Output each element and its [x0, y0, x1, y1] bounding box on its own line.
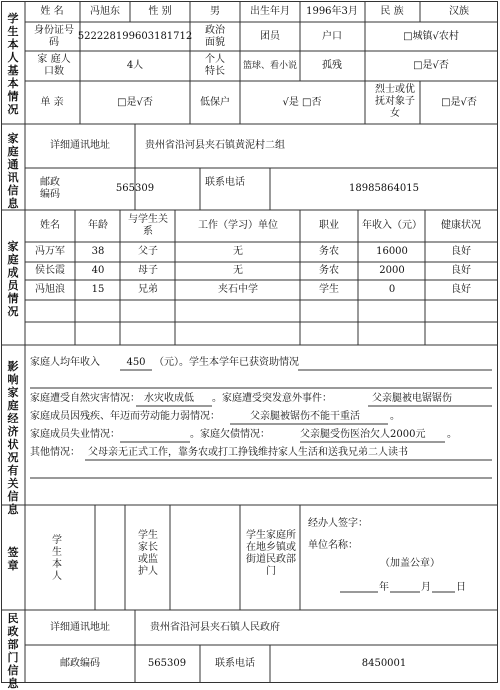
single-parent-value: □是√否	[117, 97, 153, 108]
member-row-1-age: 38	[91, 246, 105, 257]
sign-month-label: 月	[421, 582, 431, 593]
id-value: 522228199603181712	[77, 31, 193, 42]
sign-day-label: 日	[456, 582, 466, 593]
civil-phone-label: 联系电话	[215, 658, 255, 669]
contact-postcode-label: 邮政编码	[40, 177, 60, 200]
member-row-2-workplace: 无	[233, 265, 243, 276]
name-label: 姓 名	[40, 6, 64, 17]
politics-label: 政治面貌	[205, 25, 225, 48]
civil-postcode-label: 邮政编码	[60, 658, 100, 669]
birth-value: 1996年3月	[306, 6, 358, 17]
low-income-value: √是 □否	[282, 97, 322, 108]
member-row-3-workplace: 夹石中学	[218, 284, 258, 295]
contact-postcode-value: 565309	[115, 183, 155, 194]
economy-accident-value: 父亲腿被电锯锯伤	[372, 393, 452, 404]
member-header-age: 年龄	[88, 220, 108, 231]
section-basic-label: 学生本人基本情况	[7, 12, 19, 116]
id-label: 身份证号 码	[34, 25, 74, 48]
member-header-job: 职业	[319, 220, 339, 231]
section-economy-label: 影响家庭经济状况有关信息	[7, 360, 19, 516]
contact-address-label: 详细通讯地址	[50, 140, 110, 151]
hobby-label: 个人特长	[205, 54, 225, 77]
section-contact-label: 家庭通讯信息	[7, 132, 19, 210]
sign-year-label: 年	[379, 582, 389, 593]
member-row-3-age: 15	[91, 284, 105, 295]
economy-debt-end: 。	[447, 429, 457, 440]
politics-value: 团员	[260, 31, 280, 42]
contact-phone-label: 联系电话	[205, 177, 245, 188]
member-row-3-name: 冯旭浪	[35, 284, 65, 295]
low-income-label: 低保户	[200, 97, 230, 108]
section-members-label: 家庭成员情况	[7, 240, 19, 318]
economy-debt-value: 父亲腿受伤医治欠人2000元	[300, 429, 426, 440]
gender-value: 男	[210, 6, 220, 17]
martyr-label: 烈士或优抚对象子女	[375, 84, 415, 119]
gender-label: 性 别	[148, 6, 172, 17]
section-civil-label: 民政部门信息	[7, 612, 19, 690]
member-row-1-job: 务农	[319, 246, 339, 257]
member-header-health: 健康状况	[441, 220, 481, 231]
economy-disaster-label: 家庭遭受自然灾害情况：	[30, 393, 140, 404]
economy-unemployment-label: 家庭成员失业情况：	[30, 429, 120, 440]
ethnic-label: 民 族	[380, 6, 404, 17]
member-header-relation: 与学生关 系	[128, 214, 168, 237]
civil-phone-value: 8450001	[361, 658, 407, 669]
member-header-name: 姓名	[40, 220, 60, 231]
member-row-2-name: 侯长霞	[35, 265, 65, 276]
martyr-value: □是√否	[441, 97, 477, 108]
civil-address-value: 贵州省沿河县夹石镇人民政府	[150, 622, 280, 633]
civil-postcode-value: 565309	[147, 658, 187, 669]
member-row-2-relation: 母子	[138, 265, 158, 276]
economy-disability-end: 。	[390, 411, 400, 422]
economy-accident-label: 。家庭遭受突发意外事件：	[212, 393, 332, 404]
hukou-label: 户口	[322, 31, 342, 42]
member-row-1-workplace: 无	[233, 246, 243, 257]
economy-other-label: 其他情况：	[30, 447, 80, 458]
member-row-1-income: 16000	[376, 246, 408, 257]
contact-phone-value: 18985864015	[349, 183, 419, 194]
member-row-1-name: 冯万军	[35, 246, 65, 257]
member-row-3-health: 良好	[451, 284, 471, 295]
sign-seal-label: （加盖公章）	[380, 558, 440, 569]
member-row-2-health: 良好	[451, 265, 471, 276]
economy-aid-label: （元）。学生本学年已获资助情况	[154, 357, 299, 368]
member-row-2-income: 2000	[379, 265, 405, 276]
family-size-value: 4人	[126, 60, 144, 71]
member-row-3-job: 学生	[319, 284, 339, 295]
sign-student-label: 学生本人	[52, 535, 62, 582]
section-sign-label: 签章	[7, 546, 19, 572]
ethnic-value: 汉族	[449, 6, 469, 17]
single-parent-label: 单 亲	[40, 97, 64, 108]
member-header-income: 年收入（元）	[362, 220, 422, 231]
family-size-label: 家 庭人口数	[37, 54, 71, 77]
birth-label: 出生年月	[250, 6, 290, 17]
sign-civil-dept-label: 学生家庭所在地乡镇或街道民政部门	[246, 530, 296, 577]
economy-other-value: 父母亲无正式工作，靠务农或打工挣钱维持家人生活和送我兄弟二人读书	[88, 447, 408, 458]
sign-unit-label: 单位名称：	[308, 540, 358, 551]
orphan-value: □是√否	[413, 60, 449, 71]
member-row-3-income: 0	[388, 284, 396, 295]
civil-address-label: 详细通讯地址	[50, 622, 110, 633]
hobby-value: 篮球、看小说	[242, 61, 298, 71]
name-value: 冯旭东	[90, 6, 120, 17]
hukou-value: □城镇√农村	[403, 31, 459, 42]
member-row-1-relation: 父子	[138, 246, 158, 257]
economy-income-value: 450	[126, 357, 146, 368]
member-row-3-relation: 兄弟	[138, 284, 158, 295]
economy-disability-value: 父亲腿被锯伤不能干重活	[250, 411, 360, 422]
member-row-1-health: 良好	[451, 246, 471, 257]
member-header-workplace: 工作（学习）单位	[198, 220, 278, 231]
member-row-2-job: 务农	[319, 265, 339, 276]
contact-address-value: 贵州省沿河县夹石镇黄泥村二组	[145, 140, 285, 151]
orphan-label: 孤残	[322, 60, 342, 71]
economy-income-label: 家庭人均年收入	[30, 357, 100, 368]
economy-disaster-value: 水灾收成低	[144, 393, 194, 404]
economy-disability-label: 家庭成员因残疾、年迈而劳动能力弱情况：	[30, 411, 220, 422]
sign-parent-label: 学生家长或监护人	[138, 530, 158, 577]
sign-handler-label: 经办人签字：	[308, 518, 368, 529]
member-row-2-age: 40	[91, 265, 105, 276]
economy-debt-label: 。家庭欠债情况：	[190, 429, 270, 440]
